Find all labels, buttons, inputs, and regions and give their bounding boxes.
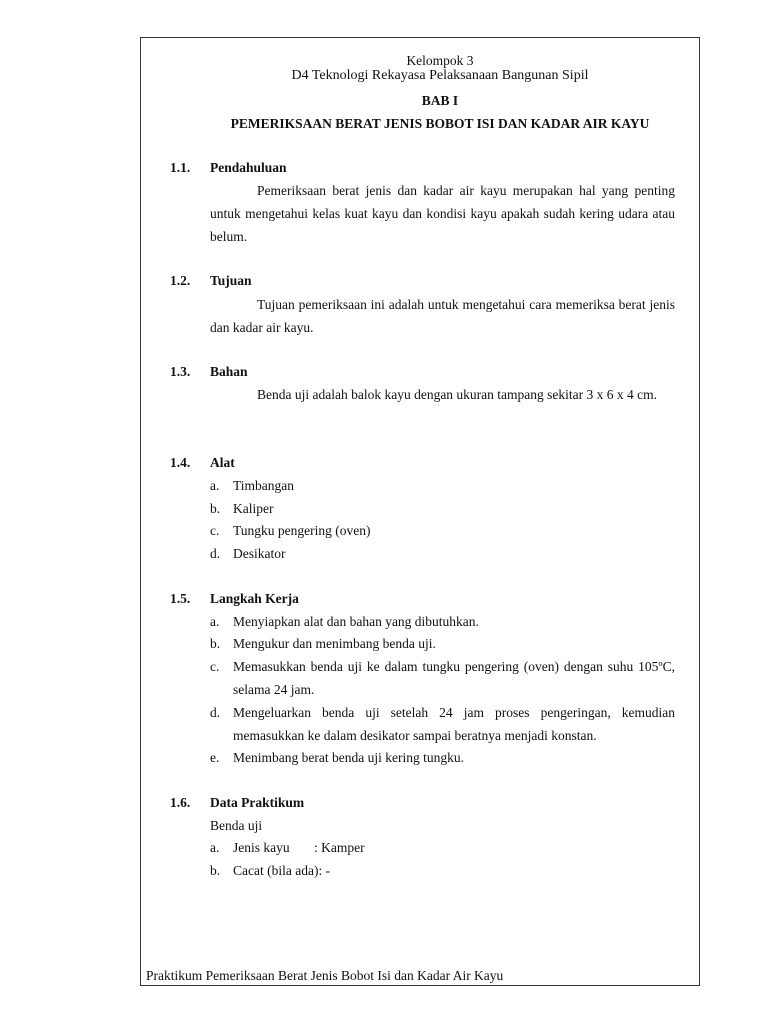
data-value: : Kamper (314, 840, 365, 855)
list-marker: d. (210, 705, 221, 720)
list-marker: c. (210, 523, 220, 538)
list-marker: d. (210, 546, 221, 561)
list-text: Memasukkan benda uji ke dalam tungku pengering (oven) dengan suhu 105ºC, selama 24 jam. (233, 659, 675, 697)
list-item (210, 474, 675, 497)
list-marker: a. (210, 614, 220, 629)
list-text: Timbangan (233, 478, 295, 493)
data-key: Jenis kayu (233, 840, 290, 855)
pendahuluan-paragraph: Pemeriksaan berat jenis dan kadar air kayu merupakan hal yang penting untuk mengetahui kelas kuat kayu dan kondisi kayu apakah sudah kering udara atau belum. (210, 183, 675, 244)
section-number: 1.5. (170, 591, 191, 606)
list-item (210, 519, 675, 542)
document-title: PEMERIKSAAN BERAT JENIS BOBOT ISI DAN KADAR AIR KAYU (230, 116, 650, 131)
list-text: Tungku pengering (oven) (233, 523, 371, 538)
list-marker: b. (210, 863, 221, 878)
tujuan-paragraph: Tujuan pemeriksaan ini adalah untuk mengetahui cara memeriksa berat jenis dan kadar air kayu. (210, 297, 675, 335)
list-text: Mengukur dan menimbang benda uji. (233, 636, 436, 651)
list-text: Desikator (233, 546, 286, 561)
section-label: Alat (210, 455, 235, 470)
list-item (210, 701, 675, 747)
section-number: 1.3. (170, 364, 191, 379)
bahan-paragraph: Benda uji adalah balok kayu dengan ukuran tampang sekitar 3 x 6 x 4 cm. (257, 387, 658, 402)
list-item (210, 632, 675, 655)
section-label: Pendahuluan (210, 160, 287, 175)
data-key: Cacat (bila ada) (233, 863, 319, 878)
section-label: Tujuan (210, 273, 252, 288)
section-number: 1.4. (170, 455, 191, 470)
group-name: Kelompok 3 (406, 53, 474, 68)
list-item (210, 497, 675, 520)
list-item (210, 836, 675, 859)
list-item (210, 610, 675, 633)
section-number: 1.1. (170, 160, 191, 175)
data-intro: Benda uji (210, 818, 263, 833)
list-text: Menimbang berat benda uji kering tungku. (233, 750, 464, 765)
list-text: Kaliper (233, 501, 274, 516)
section-label: Data Praktikum (210, 795, 305, 810)
list-text: Menyiapkan alat dan bahan yang dibutuhkan. (233, 614, 479, 629)
list-marker: b. (210, 636, 221, 651)
list-marker: e. (210, 750, 220, 765)
list-marker: a. (210, 478, 220, 493)
section-label: Bahan (210, 364, 248, 379)
section-label: Langkah Kerja (210, 591, 299, 606)
list-item (210, 746, 675, 769)
chapter-title: BAB I (421, 93, 459, 108)
list-item (210, 859, 675, 882)
data-value: : - (318, 863, 331, 878)
list-marker: c. (210, 659, 220, 674)
section-number: 1.2. (170, 273, 191, 288)
section-number: 1.6. (170, 795, 191, 810)
list-marker: a. (210, 840, 220, 855)
program-name: D4 Teknologi Rekayasa Pelaksanaan Bangunan Sipil (291, 68, 589, 83)
list-text: Mengeluarkan benda uji setelah 24 jam proses pengeringan, kemudian memasukkan ke dalam desikator sampai beratnya menjadi konstan. (233, 705, 675, 743)
list-marker: b. (210, 501, 221, 516)
list-item (210, 655, 675, 701)
list-item (210, 542, 675, 565)
page-footer: Praktikum Pemeriksaan Berat Jenis Bobot Isi dan Kadar Air Kayu (146, 968, 504, 983)
